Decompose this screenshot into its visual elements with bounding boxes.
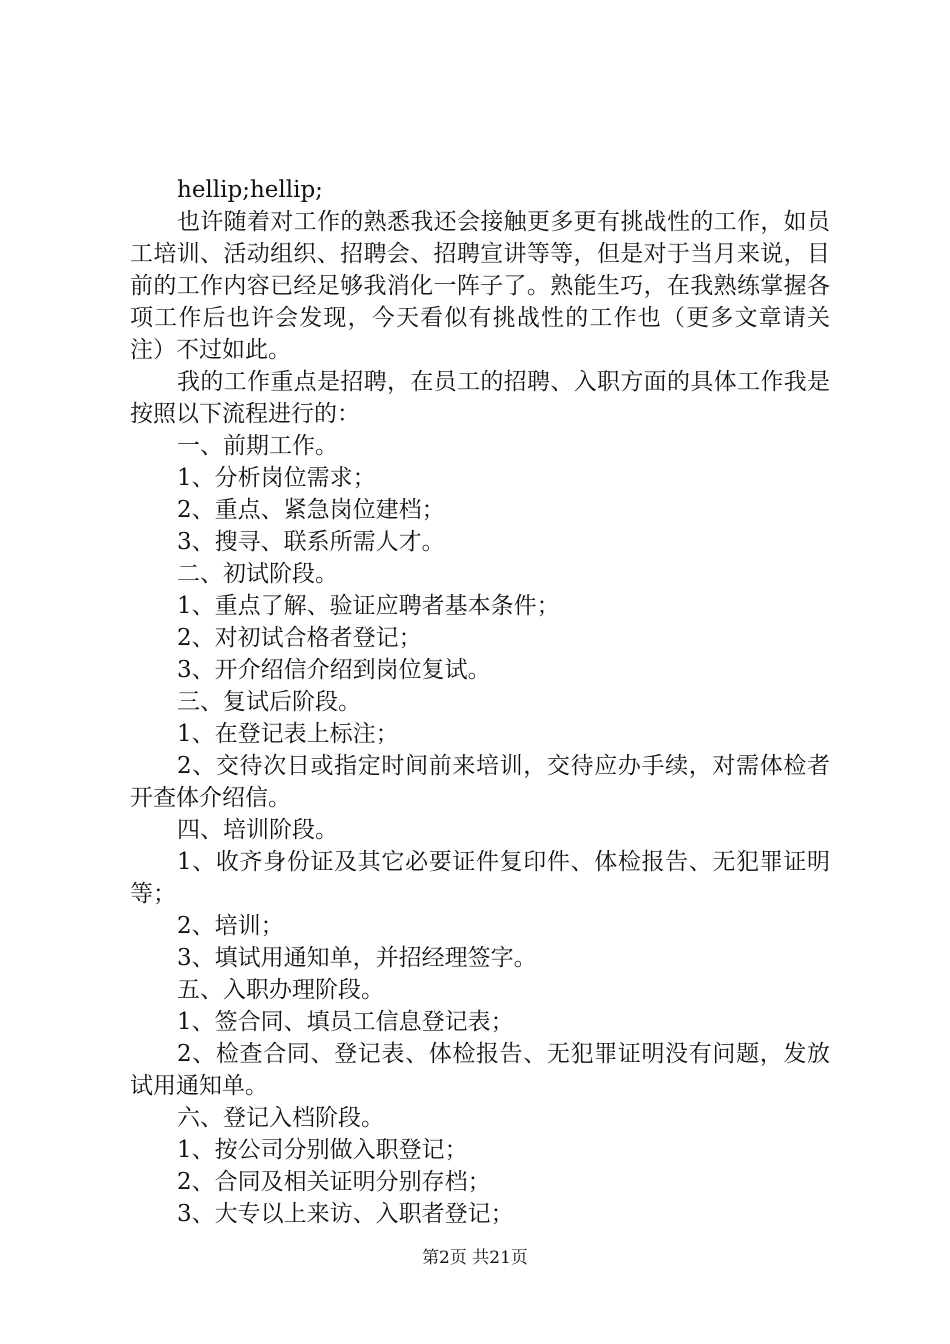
list-item: 2、重点、紧急岗位建档；	[177, 497, 445, 523]
section-heading: 一、前期工作。	[177, 433, 338, 459]
list-item: 2、合同及相关证明分别存档；	[177, 1169, 491, 1195]
section-heading: 三、复试后阶段。	[177, 689, 361, 715]
section-heading: 六、登记入档阶段。	[177, 1105, 384, 1131]
list-item: 2、培训；	[177, 913, 284, 939]
list-item: 2、检查合同、登记表、体检报告、无犯罪证明没有问题，发放试用通知单。	[130, 1041, 830, 1099]
list-item: 3、填试用通知单，并招经理签字。	[177, 945, 537, 971]
section-heading: 五、入职办理阶段。	[177, 977, 384, 1003]
document-body	[130, 174, 830, 1230]
paragraph: 也许随着对工作的熟悉我还会接触更多更有挑战性的工作，如员工培训、活动组织、招聘会、招聘宣讲等等，但是对于当月来说，目前的工作内容已经足够我消化一阵子了。熟能生巧，在我熟练掌握各项工作后也许会发现，今天看似有挑战性的工作也（更多文章请关注）不过如此。	[130, 209, 830, 363]
list-item: 1、分析岗位需求；	[177, 465, 376, 491]
list-item: 2、交待次日或指定时间前来培训，交待应办手续，对需体检者开查体介绍信。	[130, 753, 830, 811]
paragraph: 我的工作重点是招聘，在员工的招聘、入职方面的具体工作我是按照以下流程进行的：	[130, 369, 830, 427]
list-item: 3、搜寻、联系所需人才。	[177, 529, 445, 555]
list-item: 3、大专以上来访、入职者登记；	[177, 1201, 514, 1227]
section-heading: 四、培训阶段。	[177, 817, 338, 843]
list-item: 1、按公司分别做入职登记；	[177, 1137, 468, 1163]
list-item: 3、开介绍信介绍到岗位复试。	[177, 657, 491, 683]
paragraph: hellip;hellip;	[177, 177, 323, 203]
list-item: 1、收齐身份证及其它必要证件复印件、体检报告、无犯罪证明等；	[130, 849, 830, 907]
section-heading: 二、初试阶段。	[177, 561, 338, 587]
page-number-footer: 第2页 共21页	[422, 1248, 528, 1268]
list-item: 1、在登记表上标注；	[177, 721, 399, 747]
list-item: 2、对初试合格者登记；	[177, 625, 422, 651]
list-item: 1、重点了解、验证应聘者基本条件；	[177, 593, 560, 619]
list-item: 1、签合同、填员工信息登记表；	[177, 1009, 514, 1035]
